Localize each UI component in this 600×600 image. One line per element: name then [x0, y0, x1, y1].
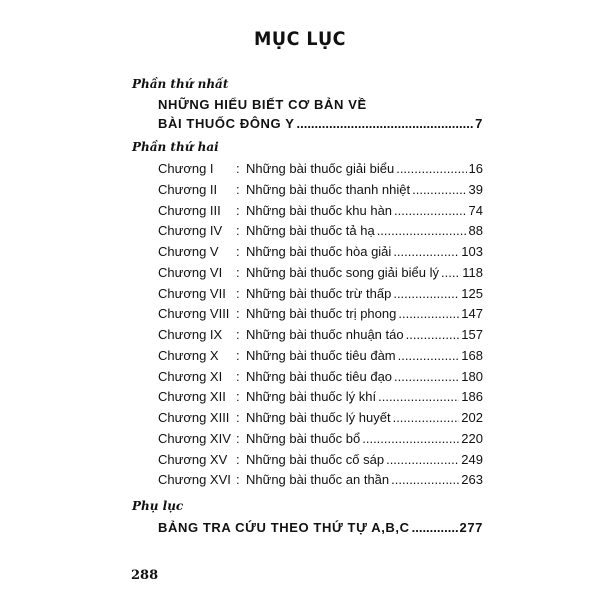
- dot-leader: [412, 182, 466, 197]
- chapter-title: Những bài thuốc cố sáp: [246, 451, 385, 467]
- chapter-colon: :: [236, 368, 240, 384]
- chapter-page: 263: [461, 472, 483, 488]
- chapter-colon: :: [236, 181, 240, 197]
- toc-entry-chapter[interactable]: [158, 203, 483, 224]
- dot-leader: [394, 369, 459, 384]
- chapter-page: 103: [461, 244, 483, 259]
- part2-heading: Phần thứ hai: [132, 140, 219, 154]
- chapter-title: Những bài thuốc nhuận táo: [246, 327, 404, 342]
- chapter-colon: :: [236, 161, 240, 176]
- chapter-title: Những bài thuốc thanh nhiệt: [246, 181, 411, 197]
- dot-leader: [378, 389, 459, 404]
- chapter-page: 16: [468, 161, 483, 176]
- chapter-number: Chương VIII: [158, 306, 230, 322]
- chapter-title: Những bài thuốc khu hàn: [246, 202, 393, 218]
- part1-line2-text: BÀI THUỐC ĐÔNG Y: [158, 116, 295, 131]
- chapter-page: 157: [461, 327, 483, 342]
- chapter-title: Những bài thuốc an thần: [246, 472, 390, 488]
- chapter-number: Chương XII: [158, 389, 226, 405]
- chapter-number: Chương XIV: [158, 430, 231, 446]
- chapter-colon: :: [236, 389, 240, 405]
- page-title: MỤC LỤC: [254, 28, 346, 50]
- chapter-colon: :: [236, 223, 240, 239]
- toc-entry-part1[interactable]: [158, 116, 483, 131]
- toc-entry-chapter[interactable]: [158, 472, 483, 493]
- chapter-colon: :: [236, 430, 240, 446]
- toc-entry-chapter[interactable]: [158, 389, 483, 410]
- dot-leader: [393, 286, 459, 301]
- chapter-title: Những bài thuốc trừ thấp: [246, 285, 392, 301]
- part1-line1-text: NHỮNG HIỂU BIẾT CƠ BẢN VỀ: [158, 97, 367, 112]
- toc-entry-chapter[interactable]: [158, 265, 483, 286]
- toc-entry-appendix[interactable]: [158, 520, 483, 535]
- chapter-colon: :: [236, 472, 240, 488]
- chapter-colon: :: [236, 264, 240, 280]
- chapter-title: Những bài thuốc tiêu đàm: [246, 347, 396, 363]
- dot-leader: [386, 452, 459, 467]
- chapter-number: Chương VII: [158, 285, 226, 301]
- toc-entry-chapter[interactable]: [158, 431, 483, 452]
- toc-entry-chapter[interactable]: [158, 452, 483, 473]
- dot-leader: [398, 348, 460, 363]
- toc-entry-chapter[interactable]: [158, 244, 483, 265]
- appendix-page: 277: [459, 520, 483, 535]
- dot-leader: [412, 520, 458, 535]
- dot-leader: [396, 161, 466, 176]
- chapter-number: Chương IX: [158, 327, 223, 342]
- chapter-number: Chương XVI: [158, 472, 231, 488]
- chapter-page: 180: [461, 368, 483, 384]
- dot-leader: [394, 203, 467, 218]
- chapter-title: Những bài thuốc tiêu đạo: [246, 368, 393, 384]
- chapter-title: Những bài thuốc lý huyết: [246, 410, 391, 425]
- part1-heading: Phần thứ nhất: [132, 77, 229, 91]
- dot-leader: [406, 327, 460, 342]
- toc-entry-chapter[interactable]: [158, 410, 483, 431]
- chapter-title: Những bài thuốc trị phong: [246, 306, 397, 322]
- chapter-page: 220: [461, 430, 483, 446]
- chapter-colon: :: [236, 202, 240, 218]
- chapter-colon: :: [236, 327, 240, 342]
- chapter-page: 74: [468, 202, 483, 218]
- chapter-page: 147: [461, 306, 483, 322]
- chapter-title: Những bài thuốc song giải biểu lý: [246, 264, 439, 280]
- dot-leader: [362, 431, 459, 446]
- chapter-page: 39: [468, 181, 483, 197]
- chapter-page: 168: [461, 347, 483, 363]
- chapter-title: Những bài thuốc hòa giải: [246, 244, 392, 259]
- chapter-page: 118: [462, 264, 483, 280]
- chapter-colon: :: [236, 451, 240, 467]
- chapter-page: 88: [468, 223, 483, 239]
- chapter-number: Chương I: [158, 161, 214, 176]
- part1-line1: [158, 97, 483, 112]
- chapter-page: 186: [461, 389, 483, 405]
- dot-leader: [441, 265, 460, 280]
- page-number: 288: [131, 568, 159, 583]
- toc-entry-chapter[interactable]: [158, 348, 483, 369]
- appendix-heading: Phụ lục: [132, 499, 184, 513]
- chapter-colon: :: [236, 410, 240, 425]
- part1-page: 7: [475, 116, 483, 131]
- chapter-colon: :: [236, 244, 240, 259]
- chapter-number: Chương V: [158, 244, 219, 259]
- dot-leader: [393, 244, 459, 259]
- chapter-number: Chương VI: [158, 264, 223, 280]
- chapter-title: Những bài thuốc bổ: [246, 430, 361, 446]
- toc-entry-chapter[interactable]: [158, 223, 483, 244]
- chapter-number: Chương XI: [158, 368, 223, 384]
- chapter-list: [158, 161, 483, 493]
- chapter-title: Những bài thuốc lý khí: [246, 389, 377, 405]
- chapter-number: Chương XIII: [158, 410, 230, 425]
- toc-entry-chapter[interactable]: [158, 182, 483, 203]
- chapter-colon: :: [236, 306, 240, 322]
- chapter-number: Chương X: [158, 347, 219, 363]
- chapter-number: Chương XV: [158, 451, 228, 467]
- chapter-title: Những bài thuốc giải biểu: [246, 161, 395, 176]
- toc-entry-chapter[interactable]: [158, 286, 483, 307]
- chapter-page: 202: [461, 410, 483, 425]
- appendix-line-text: BẢNG TRA CỨU THEO THỨ TỰ A,B,C: [158, 520, 410, 535]
- chapter-page: 249: [461, 451, 483, 467]
- chapter-number: Chương III: [158, 202, 221, 218]
- dot-leader: [398, 306, 459, 321]
- chapter-colon: :: [236, 347, 240, 363]
- chapter-number: Chương IV: [158, 223, 223, 239]
- chapter-title: Những bài thuốc tả hạ: [246, 223, 375, 239]
- toc-entry-chapter[interactable]: [158, 306, 483, 327]
- chapter-page: 125: [461, 285, 483, 301]
- toc-entry-chapter[interactable]: [158, 369, 483, 390]
- chapter-number: Chương II: [158, 181, 218, 197]
- chapter-colon: :: [236, 285, 240, 301]
- dot-leader: [296, 116, 473, 131]
- toc-entry-chapter[interactable]: [158, 161, 483, 182]
- dot-leader: [393, 410, 460, 425]
- dot-leader: [391, 472, 459, 487]
- toc-entry-chapter[interactable]: [158, 327, 483, 348]
- dot-leader: [377, 223, 467, 238]
